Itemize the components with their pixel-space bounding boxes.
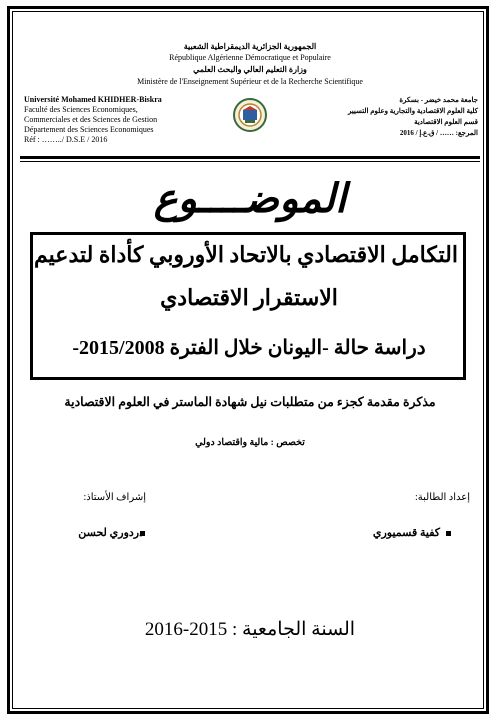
ministry-arabic: وزارة التعليم العالي والبحث العلمي (193, 65, 307, 74)
specialty-line: تخصص : مالية واقتصاد دولي (195, 438, 305, 448)
faculty-line1: Faculté des Sciences Economiques, (24, 105, 138, 114)
case-study-line: دراسة حالة -اليونان خلال الفترة 2015/2008- (72, 337, 426, 359)
reference-line-ar: المرجع: …… / ق.ع.إ / 2016 (399, 129, 478, 137)
university-seal-icon (232, 96, 268, 134)
thesis-title-line2: الاستقرار الاقتصادي (160, 285, 338, 310)
republic-arabic: الجمهورية الجزائرية الديمقراطية الشعبية (183, 42, 317, 51)
ministry-french: Ministère de l'Enseignement Supérieur et de la Recherche Scientifique (137, 77, 363, 86)
faculty-line2: Commerciales et des Sciences de Gestion (24, 115, 158, 124)
memo-description: مذكرة مقدمة كجزء من متطلبات نيل شهادة الماستر في العلوم الاقتصادية (64, 395, 436, 409)
reference-line: Réf : ……../ D.S.E / 2016 (24, 135, 108, 144)
bullet-icon (446, 531, 451, 536)
supervisor-name: دردوري لحسن (78, 527, 144, 539)
republic-french: République Algérienne Démocratique et Populaire (169, 53, 331, 62)
faculty-name-ar: كلية العلوم الاقتصادية والتجارية وعلوم التسيير (347, 107, 478, 115)
student-name: كفية قسميوري (372, 527, 440, 539)
university-name-ar: جامعة محمد خيضر - بسكرة (399, 96, 478, 104)
university-name: Université Mohamed KHIDHER-Biskra (24, 95, 162, 104)
divider-thick (20, 156, 480, 159)
university-info-french (24, 95, 209, 145)
supervisor-label: إشراف الأستاذ: (83, 492, 146, 503)
prepared-by-label: إعداد الطالبة: (414, 492, 470, 503)
thesis-title-line1: التكامل الاقتصادي بالاتحاد الأوروبي كأداة لتدعيم (34, 242, 458, 267)
department-name-ar: قسم العلوم الاقتصادية (414, 118, 478, 126)
department-name: Département des Sciences Economiques (24, 125, 154, 134)
university-info-arabic (292, 95, 478, 139)
topic-heading: الموضــــوع (153, 176, 347, 221)
divider-thin (20, 161, 480, 162)
academic-year: السنة الجامعية : 2015-2016 (144, 619, 356, 640)
